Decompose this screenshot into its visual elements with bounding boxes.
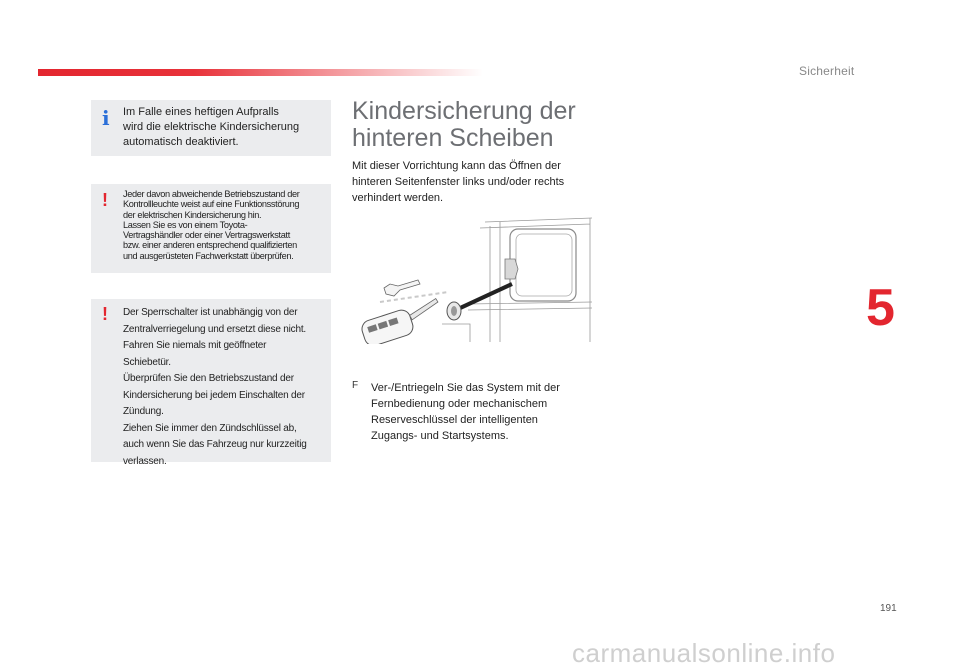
warning-box-lock-switch bbox=[91, 299, 331, 467]
warning-box-malfunction-text: Jeder davon abweichende Betriebszustand der Kontrollleuchte weist auf eine Funktionsstörung der elektrischen Kindersicherung hin. Lassen Sie es von einem Toyota- Vertragshändler oder einer Vertragswerkstatt bzw. einer anderen entsprechend qualifizierten und ausgerüsteten Fachwerkstatt überprüfen. bbox=[123, 189, 300, 261]
instruction-text: Ver-/Entriegeln Sie das System mit der Fernbedienung oder mechanischem Reserveschlüssel der intelligenten Zugangs- und Startsystems. bbox=[371, 382, 560, 442]
page-title: Kindersicherung der hinteren Scheiben bbox=[352, 97, 576, 152]
bullet-marker: F bbox=[352, 380, 359, 391]
intro-paragraph: Mit dieser Vorrichtung kann das Öffnen der hinteren Seitenfenster links und/oder rechts verhindert werden. bbox=[352, 160, 565, 204]
warning-exclamation-icon: ! bbox=[102, 304, 108, 324]
header-accent-bar bbox=[38, 69, 483, 76]
warning-box-lock-switch-text: Der Sperrschalter ist unabhängig von der Zentralverriegelung und ersetzt diese nicht. Fahren Sie niemals mit geöffneter Schiebetür. Überprüfen Sie den Betriebszustand der Kindersicherung bei jedem Einschalten der Zündung. Ziehen Sie immer den Zündschlüssel ab, auch wenn Sie das Fahrzeug nur kurzzeitig verlassen. bbox=[123, 307, 307, 467]
watermark: carmanualsonline.info bbox=[572, 638, 836, 668]
info-icon: i bbox=[102, 106, 110, 130]
warning-exclamation-icon: ! bbox=[102, 190, 108, 210]
page-number: 191 bbox=[880, 603, 897, 614]
info-box-text: Im Falle eines heftigen Aufpralls wird die elektrische Kindersicherung automatisch deaktiviert. bbox=[123, 106, 300, 148]
warning-box-malfunction bbox=[91, 184, 331, 273]
info-box bbox=[91, 100, 331, 156]
chapter-number: 5 bbox=[866, 279, 895, 337]
section-title: Sicherheit bbox=[799, 64, 855, 78]
key-lock-window-illustration bbox=[350, 214, 592, 344]
